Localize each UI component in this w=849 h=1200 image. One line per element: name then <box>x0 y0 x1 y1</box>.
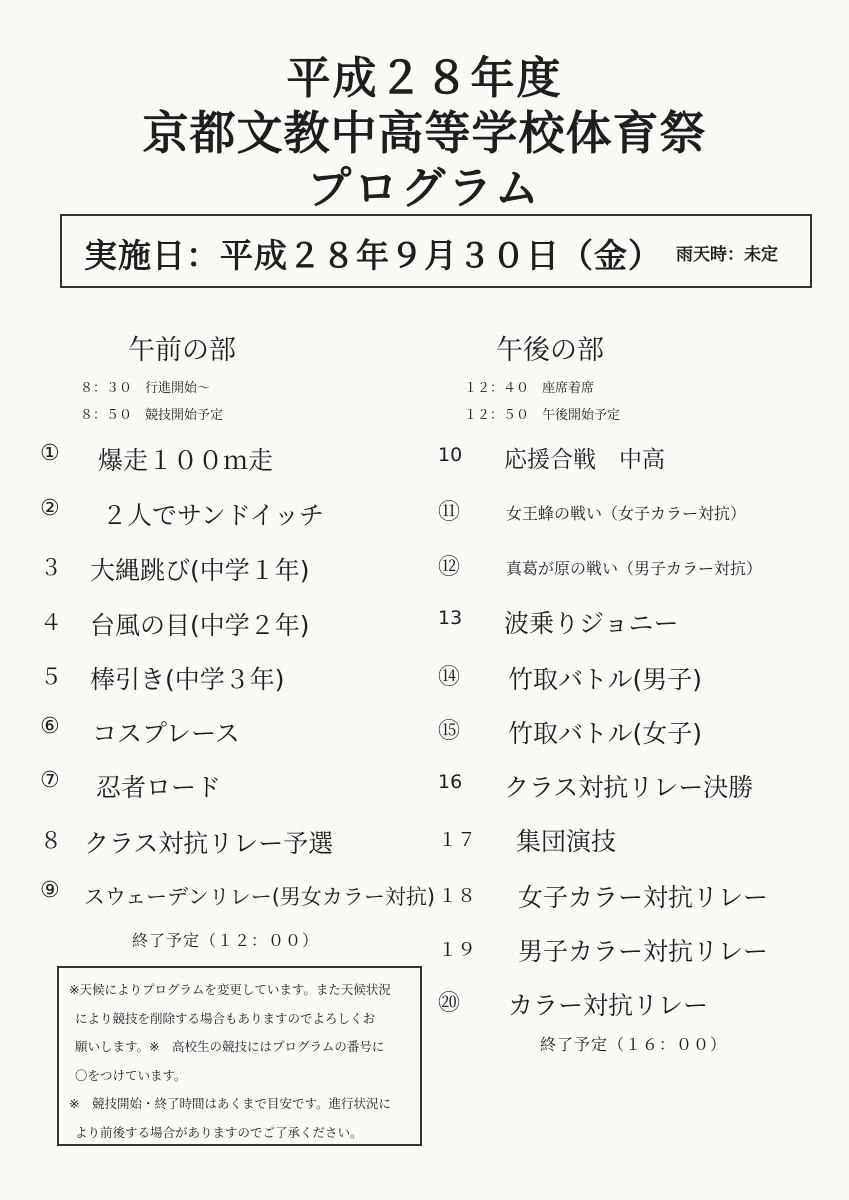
item-label: 台風の目(中学２年) <box>90 611 310 640</box>
morning-end-time: 終了予定（１２：００） <box>132 931 320 950</box>
item-label: スウェーデンリレー(男女カラー対抗) <box>84 885 436 909</box>
item-number: ⑦ <box>40 768 60 793</box>
item-label: 女子カラー対抗リレー <box>518 883 769 912</box>
item-label: カラー対抗リレー <box>508 991 709 1020</box>
item-label: コスプレース <box>92 719 240 748</box>
title-school-event: 京都文教中高等学校体育祭 <box>142 106 707 160</box>
item-label: 棒引き(中学３年) <box>90 665 285 694</box>
item-number: ⑳ <box>438 991 461 1016</box>
item-number: 16 <box>438 771 463 793</box>
afternoon-heading: 午後の部 <box>496 335 604 366</box>
item-label: 爆走１００ｍ走 <box>98 446 274 475</box>
notice-box <box>57 966 422 1146</box>
item-number: １９ <box>438 939 477 961</box>
item-number: ４ <box>40 611 63 636</box>
item-number: ３ <box>40 556 63 581</box>
item-number: ② <box>40 496 60 521</box>
afternoon-schedule-1: １２：４０ 座席着席 <box>464 381 595 396</box>
item-label: 大縄跳び(中学１年) <box>90 556 310 585</box>
item-number: ５ <box>40 665 63 690</box>
item-label: 竹取バトル(女子) <box>508 719 703 748</box>
notice-line: ※ 競技開始・終了時間はあくまで目安です。進行状況に <box>69 1096 391 1111</box>
item-number: １７ <box>438 829 477 851</box>
morning-heading: 午前の部 <box>128 335 236 366</box>
event-date: 実施日：平成２８年９月３０日（金） <box>84 236 662 275</box>
afternoon-schedule-2: １２：５０ 午後開始予定 <box>464 408 621 423</box>
item-number: 13 <box>438 607 463 629</box>
title-year: 平成２８年度 <box>286 53 563 104</box>
item-number: ① <box>40 441 60 466</box>
item-label: 女王蜂の戦い（女子カラー対抗） <box>506 504 747 523</box>
rain-date: 雨天時：未定 <box>676 245 778 265</box>
item-number: ⑭ <box>438 665 461 690</box>
item-label: 忍者ロード <box>96 773 222 802</box>
item-number: ８ <box>40 829 63 854</box>
item-number: ⑨ <box>40 878 60 903</box>
item-label: 波乗りジョニー <box>504 609 679 638</box>
item-label: クラス対抗リレー決勝 <box>504 773 754 802</box>
item-number: ⑫ <box>438 555 461 580</box>
morning-schedule-1: ８：３０ 行進開始～ <box>80 381 211 396</box>
item-label: ２人でサンドイッチ <box>102 501 325 530</box>
afternoon-end-time: 終了予定（１６：００） <box>540 1035 728 1054</box>
item-number: １８ <box>438 885 477 907</box>
item-label: 男子カラー対抗リレー <box>518 937 769 966</box>
notice-line: 〇をつけています。 <box>75 1067 187 1083</box>
title-program: プログラム <box>307 163 542 214</box>
notice-line: により競技を削除する場合もありますのでよろしくお <box>75 1010 376 1026</box>
item-label: 竹取バトル(男子) <box>508 665 703 694</box>
date-box <box>60 214 812 288</box>
item-label: 集団演技 <box>516 827 617 856</box>
item-number: ⑥ <box>40 714 60 739</box>
morning-schedule-2: ８：５０ 競技開始予定 <box>80 408 224 423</box>
notice-line: 願いします。※ 高校生の競技にはプログラムの番号に <box>75 1039 385 1054</box>
item-number: 10 <box>438 444 463 466</box>
item-label: 応援合戦 中高 <box>504 447 665 473</box>
item-number: ⑮ <box>438 719 461 744</box>
item-label: 真葛が原の戦い（男子カラー対抗） <box>506 559 763 578</box>
notice-line: ※天候によりプログラムを変更しています。また天候状況 <box>69 982 391 997</box>
item-number: ⑪ <box>438 500 461 525</box>
item-label: クラス対抗リレー予選 <box>84 829 334 858</box>
notice-line: より前後する場合がありますのでご了承ください。 <box>75 1124 363 1140</box>
